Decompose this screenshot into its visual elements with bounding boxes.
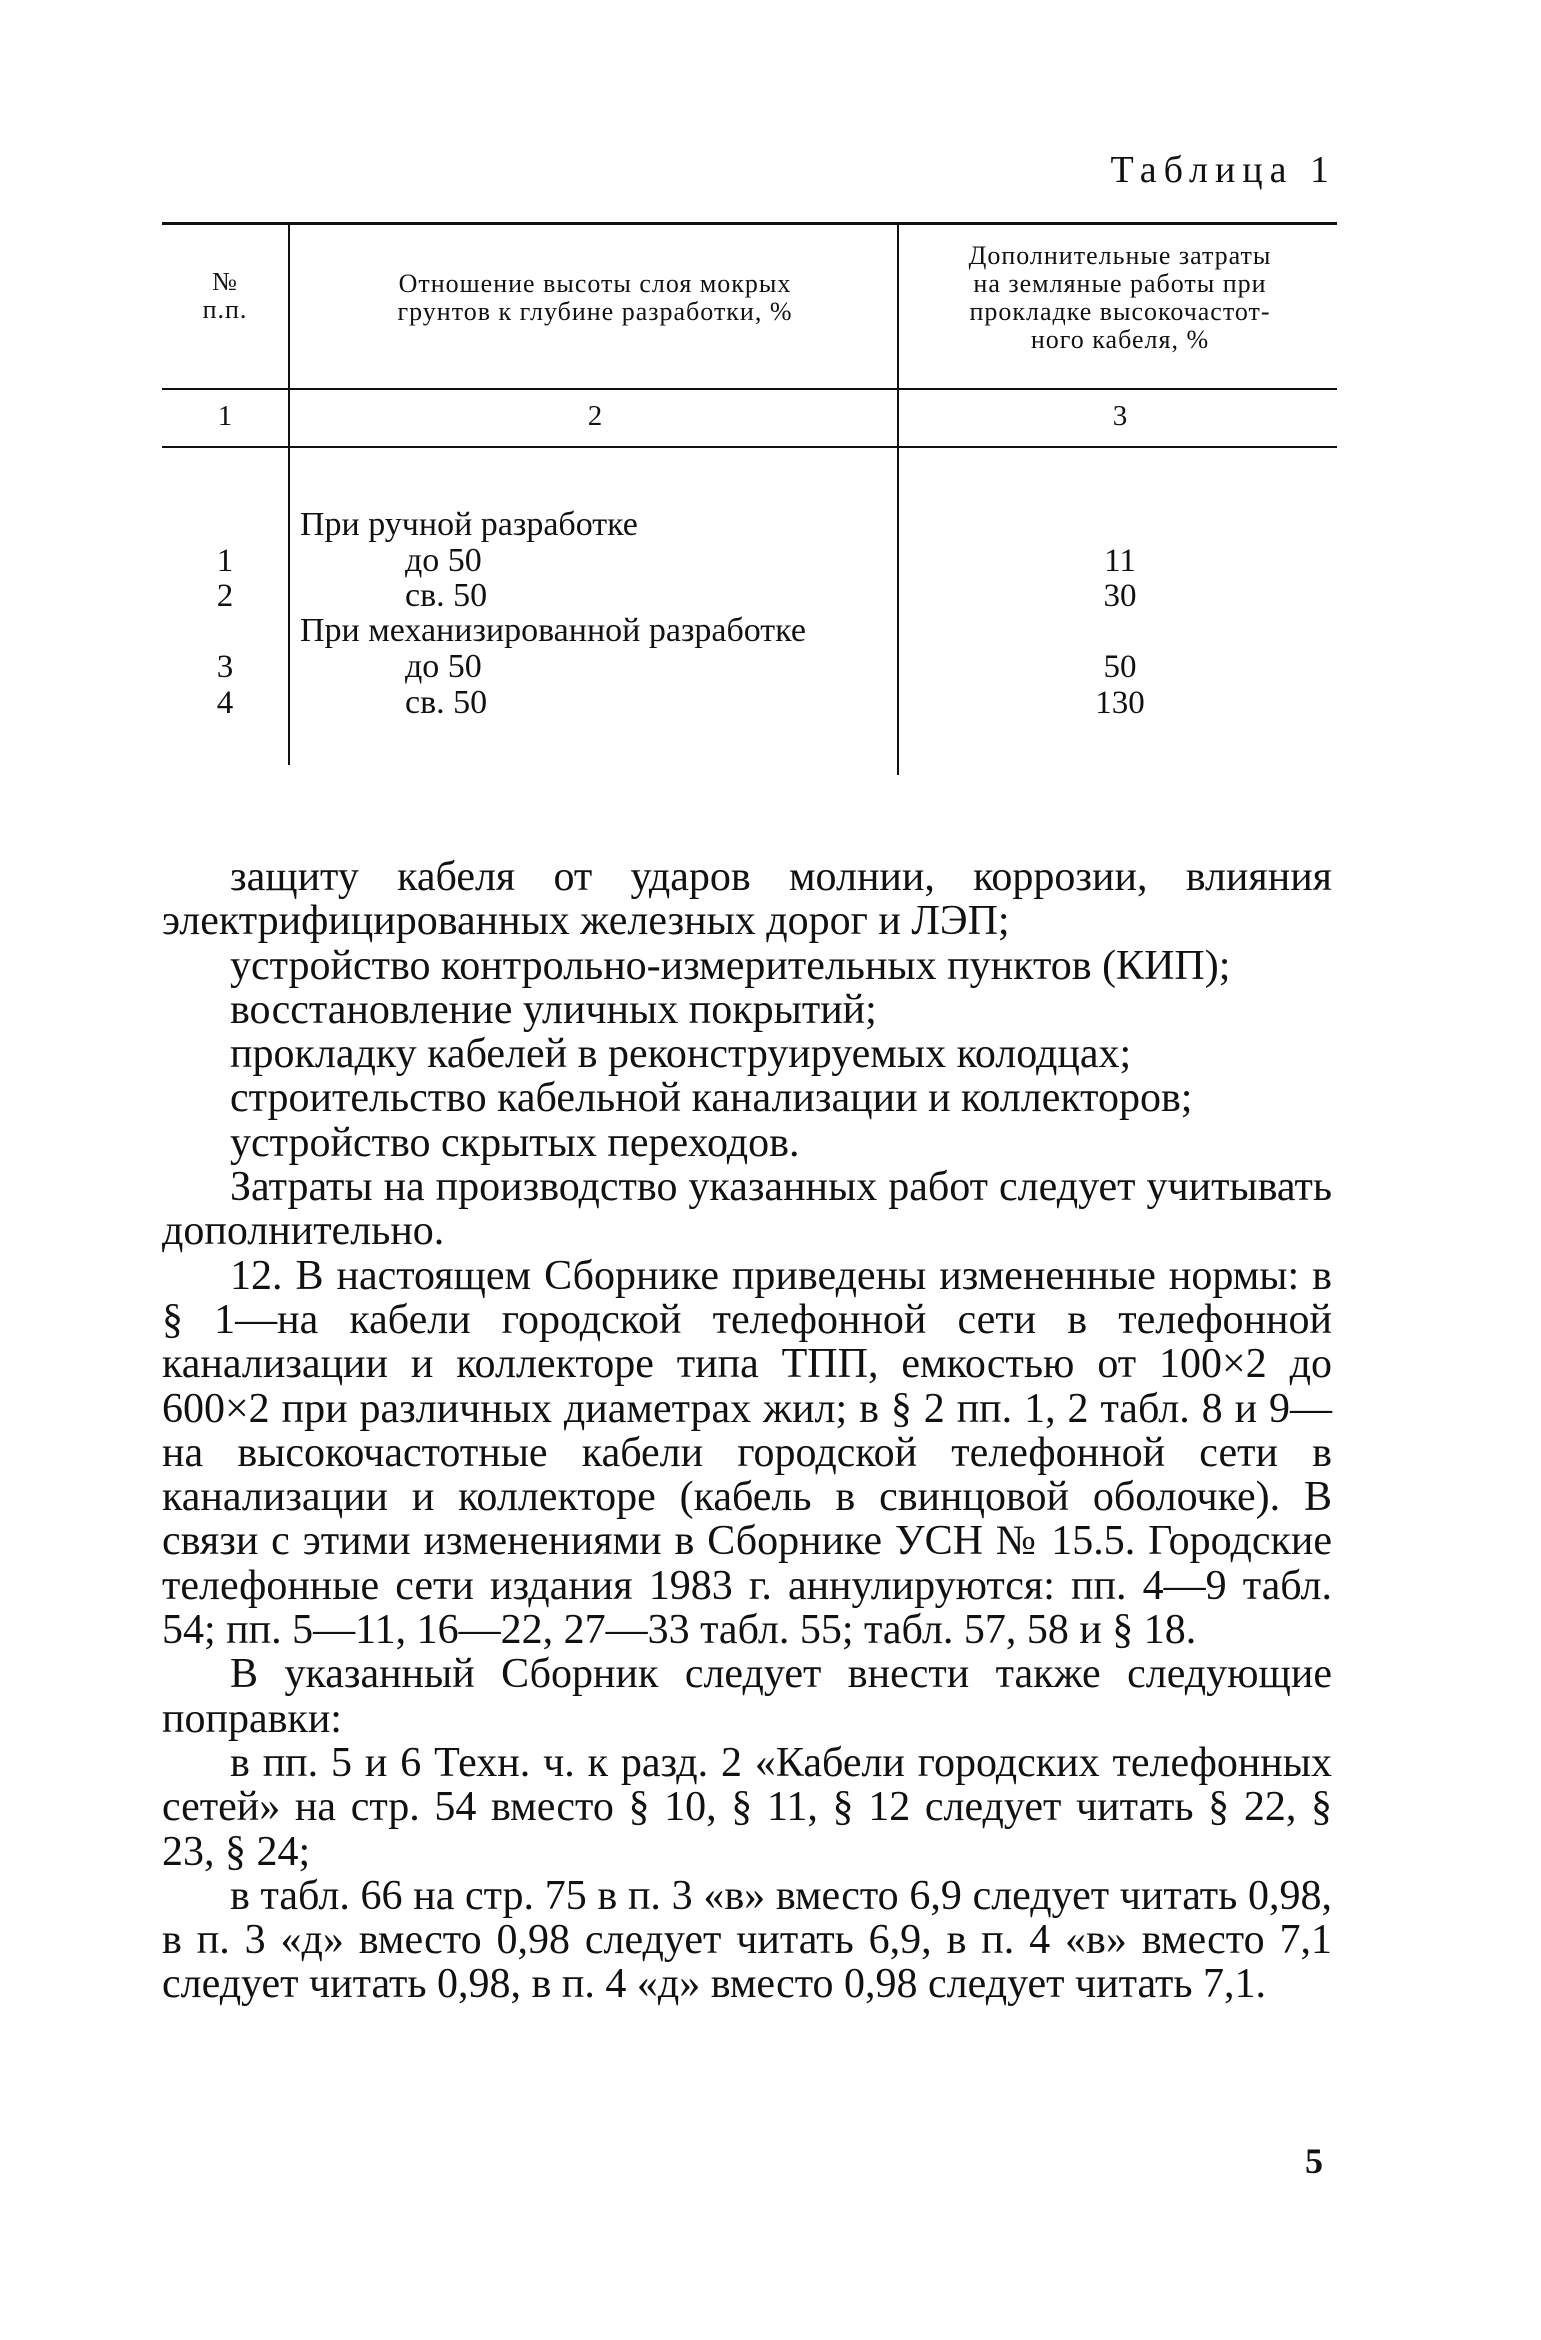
column-number-2: 2 [587,400,603,432]
row-no-4: 4 [216,685,234,721]
paragraph: устройство контрольно-измерительных пунктов (КИП); [230,942,1231,989]
paragraph: устройство скрытых переходов. [230,1119,800,1166]
paragraph: защиту кабеля от ударов молнии, коррозии, влияния электрифицированных железных дорог и ЛЭП; [162,854,1332,945]
paragraph: прокладку кабелей в реконструируемых колодцах; [230,1031,1132,1078]
row-range-1: до 50 [405,542,482,579]
column-divider-1 [288,225,290,765]
row-no-1: 1 [216,543,234,579]
row-no-2: 2 [216,578,234,614]
body-text [162,855,1332,2007]
paragraph: восстановление уличных покрытий; [230,986,877,1033]
row-range-2: св. 50 [405,577,488,614]
header-col2: Отношение высоты слоя мокрых грунтов к глубине разработки, % [397,269,793,326]
column-number-3: 3 [1112,400,1128,432]
table-caption: Таблица 1 [1110,149,1336,191]
paragraph: В указанный Сборник следует внести также следующие поправки: [162,1651,1332,1742]
row-value-4: 130 [1095,685,1145,721]
page-number: 5 [1305,2141,1323,2181]
header-col1: № п.п. [202,267,248,324]
paragraph: Затраты на производство указанных работ следует учитывать дополнительно. [162,1164,1332,1255]
paragraph: в табл. 66 на стр. 75 в п. 3 «в» вместо 6,9 следует читать 0,98, в п. 3 «д» вместо 0,98 следует читать 6,9, в п. 4 «в» вместо 7,1 следует читать 0,98, в п. 4 «д» вместо 0,98 следует читать 7,1. [162,1872,1332,2008]
table-top-rule [162,222,1337,225]
header-bottom-rule [162,388,1337,390]
column-numbers-bottom-rule [162,446,1337,448]
row-value-2: 30 [1103,578,1137,614]
paragraph: 12. В настоящем Сборнике приведены измененные нормы: в § 1—на кабели городской телефонной сети в телефонной канализации и коллекторе типа ТПП, емкостью от 100×2 до 600×2 при различных диаметрах жил; в § 2 пп. 1, 2 табл. 8 и 9—на высокочастотные кабели городской телефонной сети в канализации и коллекторе (кабель в свинцовой оболочке). В связи с этими изменениями в Сборнике УСН № 15.5. Городские телефонные сети издания 1983 г. аннулируются: пп. 4—9 табл. 54; пп. 5—11, 16—22, 27—33 табл. 55; табл. 57, 58 и § 18. [162,1252,1332,1654]
paragraph: в пп. 5 и 6 Техн. ч. к разд. 2 «Кабели городских телефонных сетей» на стр. 54 вместо § 10, § 11, § 12 следует читать § 22, § 23, § 24; [162,1739,1332,1875]
row-value-1: 11 [1104,543,1136,579]
row-range-3: до 50 [405,648,482,685]
row-value-3: 50 [1103,649,1137,685]
row-no-3: 3 [216,649,234,685]
column-number-1: 1 [217,400,233,432]
group-title-manual: При ручной разработке [300,506,638,543]
header-col3: Дополнительные затраты на земляные работы при прокладке высокочастот- ного кабеля, % [968,241,1272,354]
group-title-mechanized: При механизированной разработке [300,612,806,649]
column-divider-2 [897,225,899,775]
paragraph: строительство кабельной канализации и коллекторов; [230,1075,1193,1122]
row-range-4: св. 50 [405,684,488,721]
